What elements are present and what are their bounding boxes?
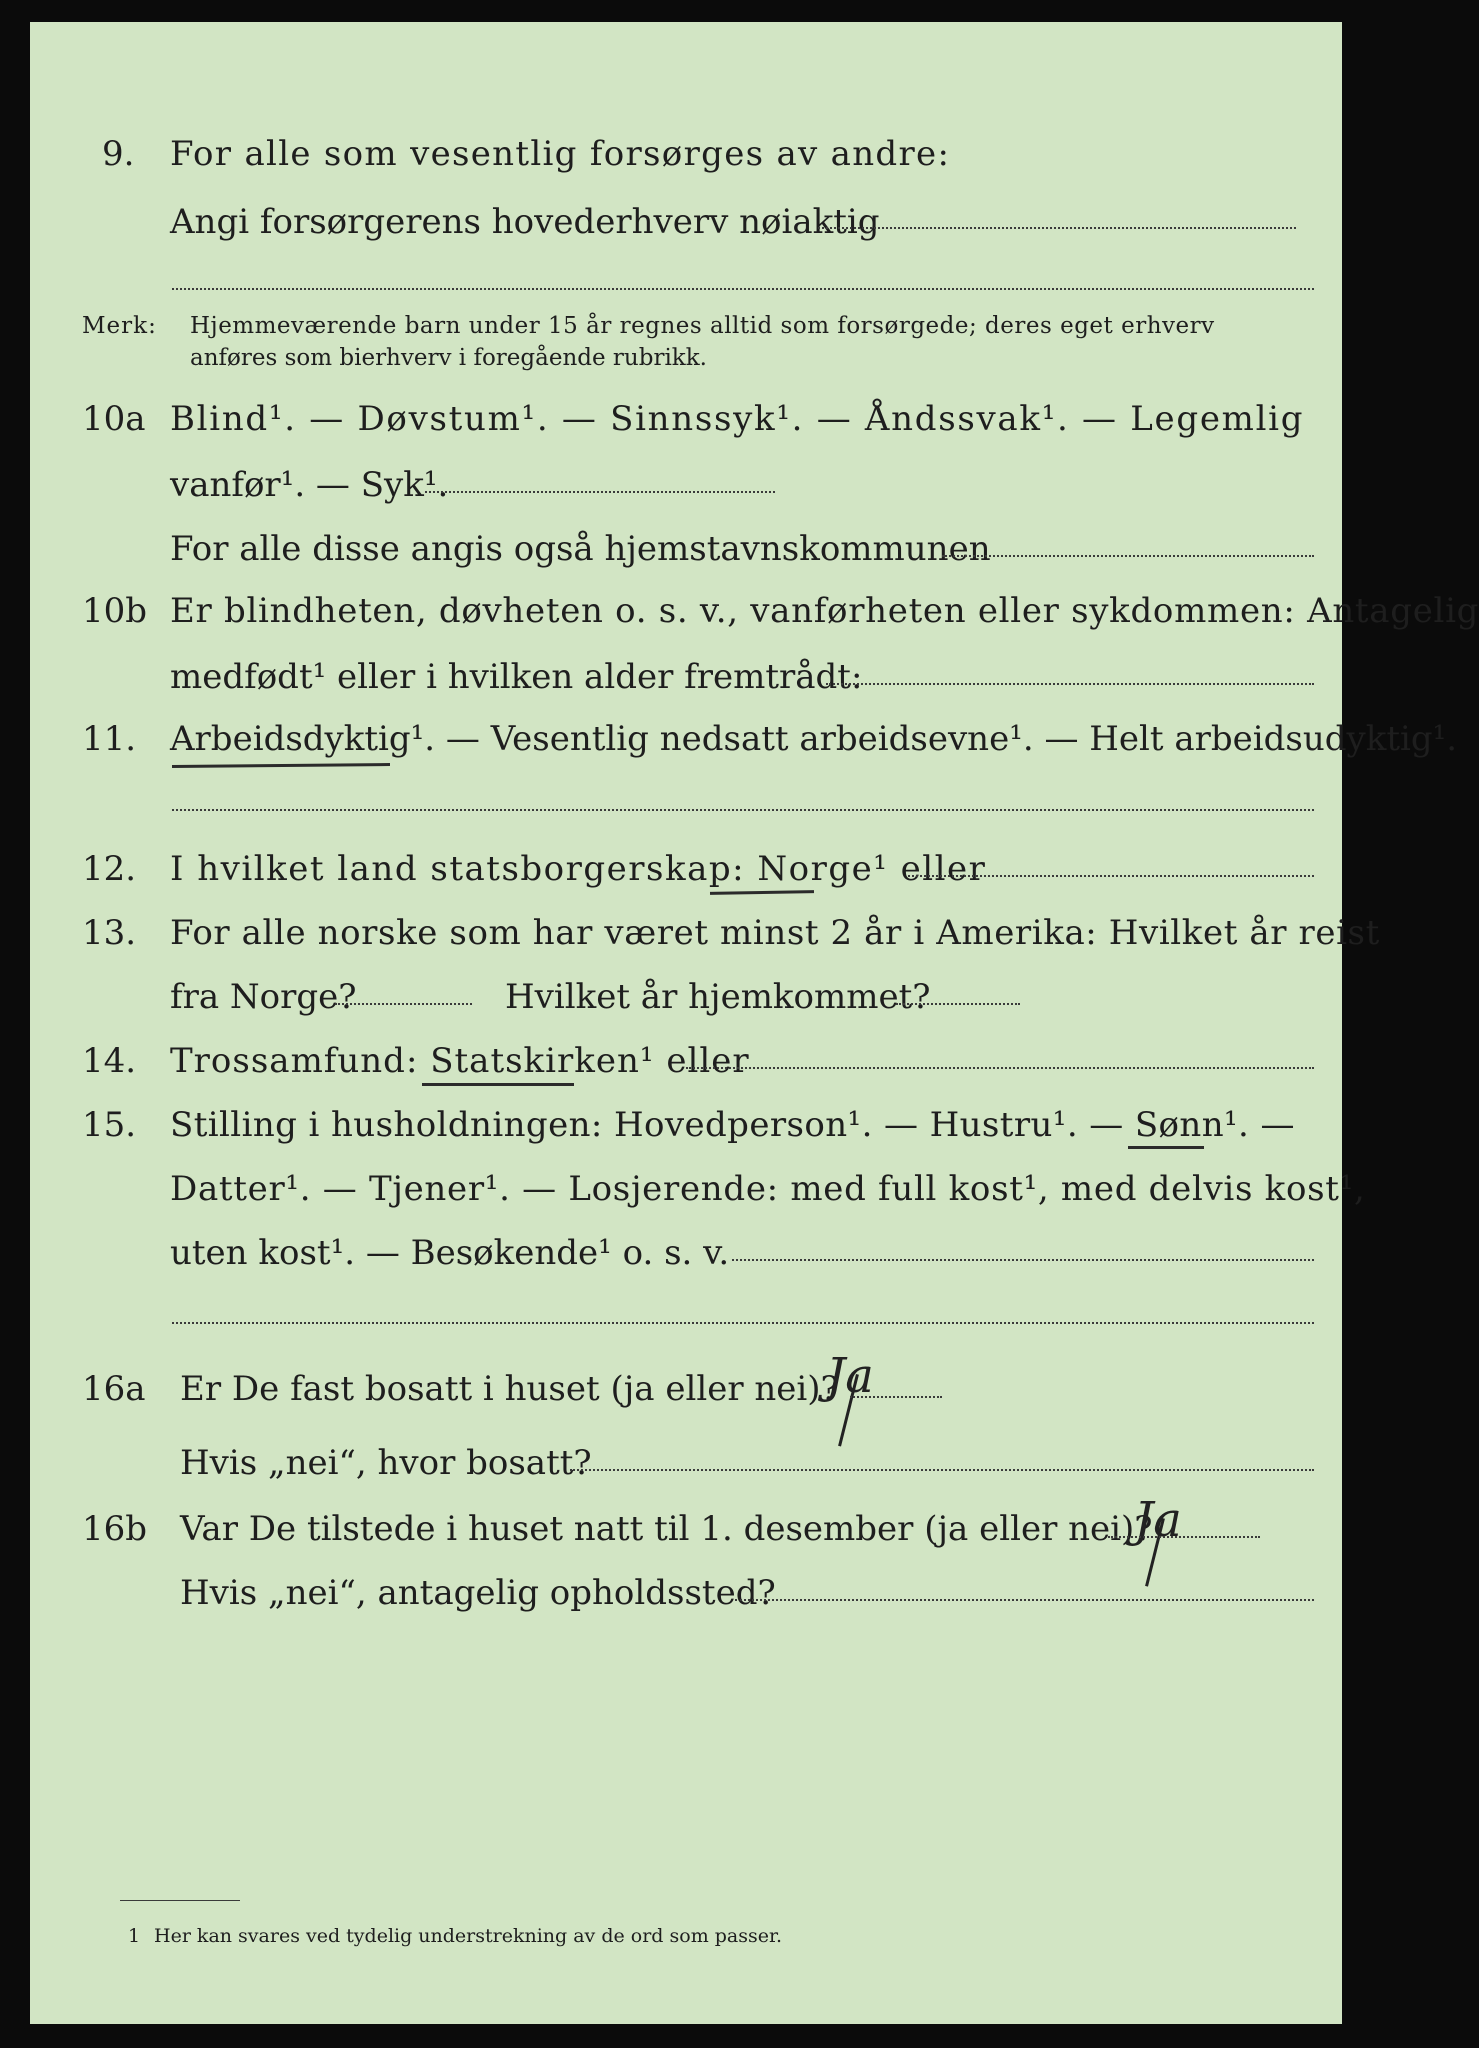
q9-answer-line-2[interactable] [172,288,1314,290]
q16a-handwritten-answer: Ja [826,1348,874,1404]
q10b-text-line1: Er blindheten, døvheten o. s. v., vanførheten eller sykdommen: Antagelig [170,591,1479,631]
merk-text-line2: anføres som bierhverv i foregående rubrikk. [190,345,707,371]
q13-text-line1: For alle norske som har været minst 2 år i Amerika: Hvilket år reist [170,913,1380,953]
q10a-text-line3: For alle disse angis også hjemstavnskommunen [170,529,991,569]
q11-underline-arbeidsdyktig [172,763,390,768]
q16a-text-line1: Er De fast bosatt i huset (ja eller nei)? [180,1369,839,1409]
q14-number: 14. [82,1041,137,1081]
q12-answer-line[interactable] [908,875,1314,877]
q16a-text-line2: Hvis „nei“, hvor bosatt? [180,1443,592,1483]
q9-text-line1: For alle som vesentlig forsørges av andre: [170,134,951,174]
q10b-answer-line[interactable] [826,683,1314,685]
q16a-number: 16a [82,1369,146,1409]
q10a-text-line1: Blind¹. — Døvstum¹. — Sinnssyk¹. — Åndssvak¹. — Legemlig [170,399,1305,439]
q10a-number: 10a [82,399,146,439]
q15-text-line3: uten kost¹. — Besøkende¹ o. s. v. [170,1233,730,1273]
q10b-text-line2: medfødt¹ eller i hvilken alder fremtrådt: [170,657,863,697]
footnote-mark: 1 [128,1925,141,1947]
q15-text-line2: Datter¹. — Tjener¹. — Losjerende: med full kost¹, med delvis kost¹, [170,1169,1366,1209]
footnote-text: Her kan svares ved tydelig understrekning av de ord som passer. [154,1925,783,1947]
q16a-bosatt-answer-line[interactable] [570,1469,1314,1471]
q10a-hjemstavn-answer-line[interactable] [942,555,1314,557]
q16b-number: 16b [82,1509,148,1549]
q11-answer-line[interactable] [172,809,1314,811]
footnote-separator [120,1900,240,1901]
merk-text-line1: Hjemmeværende barn under 15 år regnes alltid som forsørgede; deres eget erhverv [190,313,1215,339]
merk-label: Merk: [82,313,157,339]
q16b-answer-line[interactable] [1108,1536,1260,1538]
q15-answer-line-2[interactable] [172,1322,1314,1324]
q11-number: 11. [82,719,137,759]
q16b-opholdssted-answer-line[interactable] [735,1599,1314,1601]
q14-text-line1: Trossamfund: Statskirken¹ eller [170,1041,750,1081]
q14-answer-line[interactable] [686,1067,1314,1069]
census-form-page [30,22,1479,2024]
q16b-text-line2: Hvis „nei“, antagelig opholdssted? [180,1573,776,1613]
q10a-syk-answer-line[interactable] [425,491,775,493]
q10a-text-line2: vanfør¹. — Syk¹. [170,465,449,505]
q13-number: 13. [82,913,137,953]
q9-text-line2: Angi forsørgerens hovederhverv nøiaktig [170,202,880,242]
q12-text-line1: I hvilket land statsborgerskap: Norge¹ eller [170,849,987,889]
q12-number: 12. [82,849,137,889]
q13-text-line2a: fra Norge? [170,977,357,1017]
q15-number: 15. [82,1105,137,1145]
q16a-answer-line[interactable] [850,1396,942,1398]
q14-underline-statskirken [422,1083,574,1086]
q16b-text-line1: Var De tilstede i huset natt til 1. desember (ja eller nei)? [180,1509,1153,1549]
q16b-handwritten-answer: Ja [1134,1492,1182,1548]
q15-underline-sonn [1128,1146,1204,1149]
q15-text-line1: Stilling i husholdningen: Hovedperson¹. — Hustru¹. — Sønn¹. — [170,1105,1295,1145]
q13-hjemkommet-answer-line[interactable] [896,1003,1020,1005]
q13-reist-answer-line[interactable] [335,1003,472,1005]
q9-answer-line[interactable] [818,227,1296,229]
q13-text-line2b: Hvilket år hjemkommet? [505,977,931,1017]
q9-number: 9. [102,134,135,174]
q10b-number: 10b [82,591,148,631]
q15-answer-line[interactable] [732,1259,1314,1261]
q12-underline-norge [710,890,814,895]
q11-text-line1: Arbeidsdyktig¹. — Vesentlig nedsatt arbeidsevne¹. — Helt arbeidsudyktig¹. [170,719,1458,759]
